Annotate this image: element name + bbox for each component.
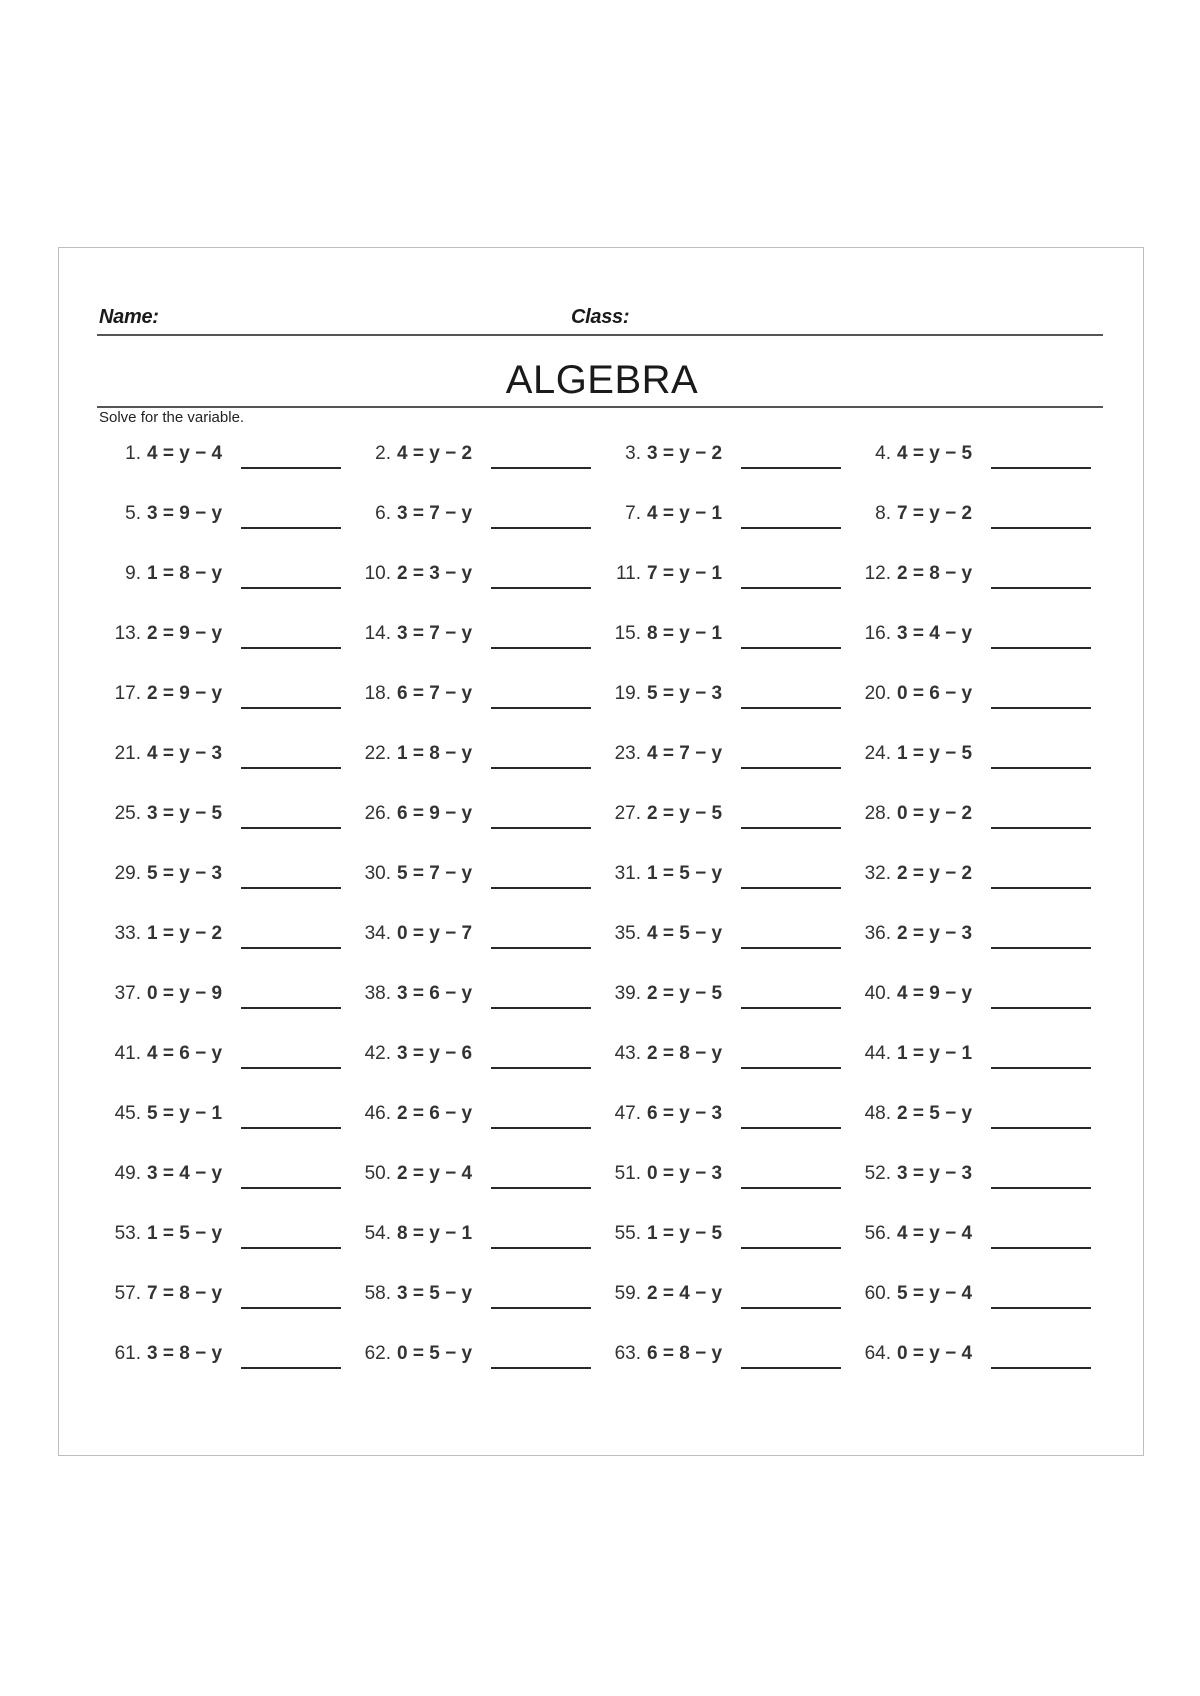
answer-blank[interactable] (741, 767, 841, 769)
problem-item (601, 498, 841, 538)
problem-item (351, 678, 591, 718)
problem-number: 20. (864, 683, 891, 704)
header-divider (97, 334, 1103, 336)
problem-equation: 1 = 5 − y (147, 1223, 223, 1244)
problem-equation: 7 = 8 − y (147, 1283, 223, 1304)
answer-blank[interactable] (491, 827, 591, 829)
problem-equation: 3 = y − 3 (897, 1163, 973, 1184)
problem-equation: 3 = 5 − y (397, 1283, 473, 1304)
answer-blank[interactable] (241, 707, 341, 709)
problem-item (351, 918, 591, 958)
problem-item (351, 738, 591, 778)
answer-blank[interactable] (241, 827, 341, 829)
problem-number: 41. (114, 1043, 141, 1064)
problem-equation: 2 = 9 − y (147, 623, 223, 644)
problem-item (101, 798, 341, 838)
answer-blank[interactable] (741, 587, 841, 589)
problem-number: 53. (114, 1223, 141, 1244)
problem-number: 59. (614, 1283, 641, 1304)
problem-number: 50. (364, 1163, 391, 1184)
problem-item (601, 738, 841, 778)
problem-number: 6. (375, 503, 391, 524)
problem-item (101, 1038, 341, 1078)
problem-number: 38. (364, 983, 391, 1004)
problem-equation: 3 = 7 − y (397, 623, 473, 644)
answer-blank[interactable] (241, 467, 341, 469)
answer-blank[interactable] (741, 1007, 841, 1009)
problem-item (351, 798, 591, 838)
problem-number: 26. (364, 803, 391, 824)
problem-number: 42. (364, 1043, 391, 1064)
problem-item (851, 1098, 1091, 1138)
answer-blank[interactable] (991, 707, 1091, 709)
answer-blank[interactable] (741, 1307, 841, 1309)
problem-item (351, 618, 591, 658)
problem-number: 51. (614, 1163, 641, 1184)
problem-equation: 0 = 5 − y (397, 1343, 473, 1364)
problem-number: 11. (615, 563, 641, 584)
problem-item (101, 1158, 341, 1198)
problem-equation: 8 = y − 1 (647, 623, 723, 644)
problem-equation: 2 = 6 − y (397, 1103, 473, 1124)
problem-item (601, 798, 841, 838)
problem-item (851, 978, 1091, 1018)
answer-blank[interactable] (491, 1187, 591, 1189)
problem-item (601, 1218, 841, 1258)
problem-item (351, 438, 591, 478)
problem-equation: 0 = y − 2 (897, 803, 973, 824)
problem-equation: 5 = y − 1 (147, 1103, 223, 1124)
problem-equation: 2 = 4 − y (647, 1283, 723, 1304)
problem-equation: 1 = y − 5 (647, 1223, 723, 1244)
problem-item (351, 1038, 591, 1078)
problem-equation: 5 = y − 4 (897, 1283, 973, 1304)
problem-item (601, 1098, 841, 1138)
problem-number: 44. (864, 1043, 891, 1064)
problem-item (851, 1158, 1091, 1198)
problem-item (601, 1338, 841, 1378)
problem-item (101, 1278, 341, 1318)
problem-equation: 4 = y − 4 (147, 443, 223, 464)
problem-equation: 2 = 3 − y (397, 563, 473, 584)
problem-number: 18. (364, 683, 391, 704)
answer-blank[interactable] (241, 767, 341, 769)
problem-equation: 3 = 8 − y (147, 1343, 223, 1364)
problem-number: 10. (364, 563, 391, 584)
problem-equation: 2 = y − 4 (397, 1163, 473, 1184)
answer-blank[interactable] (991, 947, 1091, 949)
problem-item (601, 858, 841, 898)
problem-item (351, 1218, 591, 1258)
problem-item (601, 1278, 841, 1318)
problem-equation: 1 = 8 − y (397, 743, 473, 764)
problem-equation: 4 = 5 − y (647, 923, 723, 944)
answer-blank[interactable] (491, 527, 591, 529)
answer-blank[interactable] (991, 887, 1091, 889)
problem-item (851, 1038, 1091, 1078)
answer-blank[interactable] (241, 887, 341, 889)
problem-equation: 1 = y − 5 (897, 743, 973, 764)
problem-number: 4. (875, 443, 891, 464)
problem-number: 21. (114, 743, 141, 764)
problem-item (601, 558, 841, 598)
problem-equation: 4 = y − 4 (897, 1223, 973, 1244)
problem-number: 24. (864, 743, 891, 764)
problem-number: 33. (114, 923, 141, 944)
answer-blank[interactable] (991, 527, 1091, 529)
problem-item (601, 618, 841, 658)
problem-number: 9. (125, 563, 141, 584)
problem-equation: 0 = y − 7 (397, 923, 473, 944)
answer-blank[interactable] (491, 887, 591, 889)
problem-item (101, 858, 341, 898)
problem-equation: 3 = 4 − y (147, 1163, 223, 1184)
problem-equation: 1 = y − 1 (897, 1043, 973, 1064)
problem-number: 64. (864, 1343, 891, 1364)
problem-equation: 3 = 6 − y (397, 983, 473, 1004)
problem-equation: 6 = 9 − y (397, 803, 473, 824)
problem-equation: 3 = 7 − y (397, 503, 473, 524)
problem-equation: 4 = 7 − y (647, 743, 723, 764)
problem-item (851, 678, 1091, 718)
problem-equation: 3 = y − 6 (397, 1043, 473, 1064)
problem-item (101, 438, 341, 478)
problem-item (851, 918, 1091, 958)
problem-equation: 5 = 7 − y (397, 863, 473, 884)
problem-number: 45. (114, 1103, 141, 1124)
answer-blank[interactable] (991, 1007, 1091, 1009)
problem-equation: 2 = 8 − y (647, 1043, 723, 1064)
problem-number: 27. (614, 803, 641, 824)
problem-item (601, 1038, 841, 1078)
problem-item (101, 498, 341, 538)
problem-number: 54. (364, 1223, 391, 1244)
problem-number: 28. (864, 803, 891, 824)
problem-equation: 1 = y − 2 (147, 923, 223, 944)
problem-equation: 4 = y − 2 (397, 443, 473, 464)
answer-blank[interactable] (241, 587, 341, 589)
problem-item (351, 858, 591, 898)
answer-blank[interactable] (991, 1307, 1091, 1309)
answer-blank[interactable] (741, 887, 841, 889)
answer-blank[interactable] (241, 1187, 341, 1189)
page-title: ALGEBRA (505, 358, 699, 402)
problem-number: 47. (614, 1103, 641, 1124)
answer-blank[interactable] (491, 1307, 591, 1309)
name-label: Name: (99, 306, 159, 328)
problem-equation: 2 = 9 − y (147, 683, 223, 704)
answer-blank[interactable] (741, 707, 841, 709)
answer-blank[interactable] (741, 527, 841, 529)
worksheet (58, 247, 1144, 1456)
problem-number: 15. (614, 623, 641, 644)
answer-blank[interactable] (741, 1247, 841, 1249)
problem-item (101, 918, 341, 958)
answer-blank[interactable] (491, 587, 591, 589)
problem-number: 40. (864, 983, 891, 1004)
problem-item (601, 1158, 841, 1198)
problem-number: 2. (375, 443, 391, 464)
problem-number: 46. (364, 1103, 391, 1124)
problem-item (851, 1338, 1091, 1378)
problem-number: 30. (364, 863, 391, 884)
class-label: Class: (571, 306, 630, 328)
problem-number: 48. (864, 1103, 891, 1124)
problem-equation: 4 = y − 5 (897, 443, 973, 464)
problem-number: 31. (614, 863, 641, 884)
answer-blank[interactable] (991, 647, 1091, 649)
problem-number: 5. (125, 503, 141, 524)
problem-number: 34. (364, 923, 391, 944)
problem-equation: 0 = y − 4 (897, 1343, 973, 1364)
problem-number: 61. (114, 1343, 141, 1364)
problem-item (851, 858, 1091, 898)
answer-blank[interactable] (991, 467, 1091, 469)
problem-equation: 0 = 6 − y (897, 683, 973, 704)
problem-equation: 4 = 9 − y (897, 983, 973, 1004)
problem-item (851, 558, 1091, 598)
answer-blank[interactable] (991, 1367, 1091, 1369)
answer-blank[interactable] (991, 1127, 1091, 1129)
problem-number: 49. (114, 1163, 141, 1184)
answer-blank[interactable] (241, 947, 341, 949)
problem-number: 22. (364, 743, 391, 764)
answer-blank[interactable] (491, 1247, 591, 1249)
problem-equation: 3 = 9 − y (147, 503, 223, 524)
answer-blank[interactable] (491, 947, 591, 949)
problem-number: 60. (864, 1283, 891, 1304)
problem-number: 12. (864, 563, 891, 584)
problem-equation: 2 = y − 5 (647, 983, 723, 1004)
problem-equation: 4 = y − 3 (147, 743, 223, 764)
answer-blank[interactable] (741, 647, 841, 649)
problem-equation: 1 = 5 − y (647, 863, 723, 884)
problem-number: 7. (625, 503, 641, 524)
answer-blank[interactable] (991, 1247, 1091, 1249)
problem-item (101, 1218, 341, 1258)
problem-number: 8. (875, 503, 891, 524)
problem-item (351, 1098, 591, 1138)
problem-number: 32. (864, 863, 891, 884)
problem-item (851, 798, 1091, 838)
answer-blank[interactable] (741, 1367, 841, 1369)
problem-item (351, 558, 591, 598)
problem-equation: 4 = y − 1 (647, 503, 723, 524)
problem-equation: 2 = 8 − y (897, 563, 973, 584)
problem-item (851, 738, 1091, 778)
problem-item (601, 978, 841, 1018)
problem-equation: 6 = y − 3 (647, 1103, 723, 1124)
problem-item (351, 978, 591, 1018)
answer-blank[interactable] (491, 647, 591, 649)
answer-blank[interactable] (241, 1367, 341, 1369)
answer-blank[interactable] (991, 827, 1091, 829)
answer-blank[interactable] (741, 1187, 841, 1189)
answer-blank[interactable] (741, 1067, 841, 1069)
problem-item (851, 618, 1091, 658)
answer-blank[interactable] (991, 767, 1091, 769)
answer-blank[interactable] (491, 1067, 591, 1069)
answer-blank[interactable] (991, 1187, 1091, 1189)
title-divider (97, 406, 1103, 408)
problem-number: 3. (625, 443, 641, 464)
answer-blank[interactable] (741, 467, 841, 469)
problem-number: 58. (364, 1283, 391, 1304)
problem-number: 57. (114, 1283, 141, 1304)
answer-blank[interactable] (241, 1247, 341, 1249)
problem-number: 23. (614, 743, 641, 764)
problem-number: 19. (614, 683, 641, 704)
problem-equation: 3 = y − 5 (147, 803, 223, 824)
answer-blank[interactable] (741, 947, 841, 949)
problem-number: 43. (614, 1043, 641, 1064)
problem-item (101, 678, 341, 718)
answer-blank[interactable] (491, 707, 591, 709)
problem-equation: 2 = y − 3 (897, 923, 973, 944)
problem-item (101, 978, 341, 1018)
problem-equation: 5 = y − 3 (147, 863, 223, 884)
problem-number: 55. (614, 1223, 641, 1244)
problem-number: 1. (125, 443, 141, 464)
problem-item (351, 1278, 591, 1318)
answer-blank[interactable] (241, 1067, 341, 1069)
problem-equation: 3 = 4 − y (897, 623, 973, 644)
problem-item (601, 438, 841, 478)
problem-equation: 1 = 8 − y (147, 563, 223, 584)
problem-number: 16. (864, 623, 891, 644)
answer-blank[interactable] (741, 1127, 841, 1129)
answer-blank[interactable] (241, 1307, 341, 1309)
problem-equation: 6 = 7 − y (397, 683, 473, 704)
answer-blank[interactable] (241, 1127, 341, 1129)
problem-equation: 0 = y − 3 (647, 1163, 723, 1184)
answer-blank[interactable] (241, 647, 341, 649)
instruction-text: Solve for the variable. (99, 409, 245, 426)
problem-item (101, 558, 341, 598)
answer-blank[interactable] (241, 1007, 341, 1009)
problem-number: 37. (114, 983, 141, 1004)
problem-item (101, 1098, 341, 1138)
answer-blank[interactable] (491, 1007, 591, 1009)
problem-number: 52. (864, 1163, 891, 1184)
problem-equation: 2 = y − 2 (897, 863, 973, 884)
problem-number: 29. (114, 863, 141, 884)
problem-number: 39. (614, 983, 641, 1004)
problem-number: 17. (114, 683, 141, 704)
problem-number: 62. (364, 1343, 391, 1364)
problem-equation: 4 = 6 − y (147, 1043, 223, 1064)
answer-blank[interactable] (491, 467, 591, 469)
problem-item (851, 438, 1091, 478)
problem-item (851, 1218, 1091, 1258)
problem-item (101, 618, 341, 658)
problem-equation: 7 = y − 2 (897, 503, 973, 524)
problem-number: 13. (114, 623, 141, 644)
problem-equation: 6 = 8 − y (647, 1343, 723, 1364)
problem-equation: 2 = y − 5 (647, 803, 723, 824)
problem-item (851, 498, 1091, 538)
problem-number: 36. (864, 923, 891, 944)
answer-blank[interactable] (991, 1067, 1091, 1069)
problem-number: 25. (114, 803, 141, 824)
problem-equation: 8 = y − 1 (397, 1223, 473, 1244)
problem-number: 56. (864, 1223, 891, 1244)
problem-item (351, 498, 591, 538)
answer-blank[interactable] (491, 767, 591, 769)
answer-blank[interactable] (491, 1127, 591, 1129)
problem-item (601, 678, 841, 718)
answer-blank[interactable] (741, 827, 841, 829)
problem-number: 35. (614, 923, 641, 944)
problem-number: 63. (614, 1343, 641, 1364)
problem-equation: 3 = y − 2 (647, 443, 723, 464)
problem-equation: 2 = 5 − y (897, 1103, 973, 1124)
answer-blank[interactable] (241, 527, 341, 529)
problem-item (601, 918, 841, 958)
problem-number: 14. (364, 623, 391, 644)
problem-item (351, 1158, 591, 1198)
problem-equation: 5 = y − 3 (647, 683, 723, 704)
problem-equation: 0 = y − 9 (147, 983, 223, 1004)
answer-blank[interactable] (491, 1367, 591, 1369)
problem-item (851, 1278, 1091, 1318)
answer-blank[interactable] (991, 587, 1091, 589)
problem-item (101, 738, 341, 778)
problem-item (101, 1338, 341, 1378)
problem-item (351, 1338, 591, 1378)
problem-equation: 7 = y − 1 (647, 563, 723, 584)
